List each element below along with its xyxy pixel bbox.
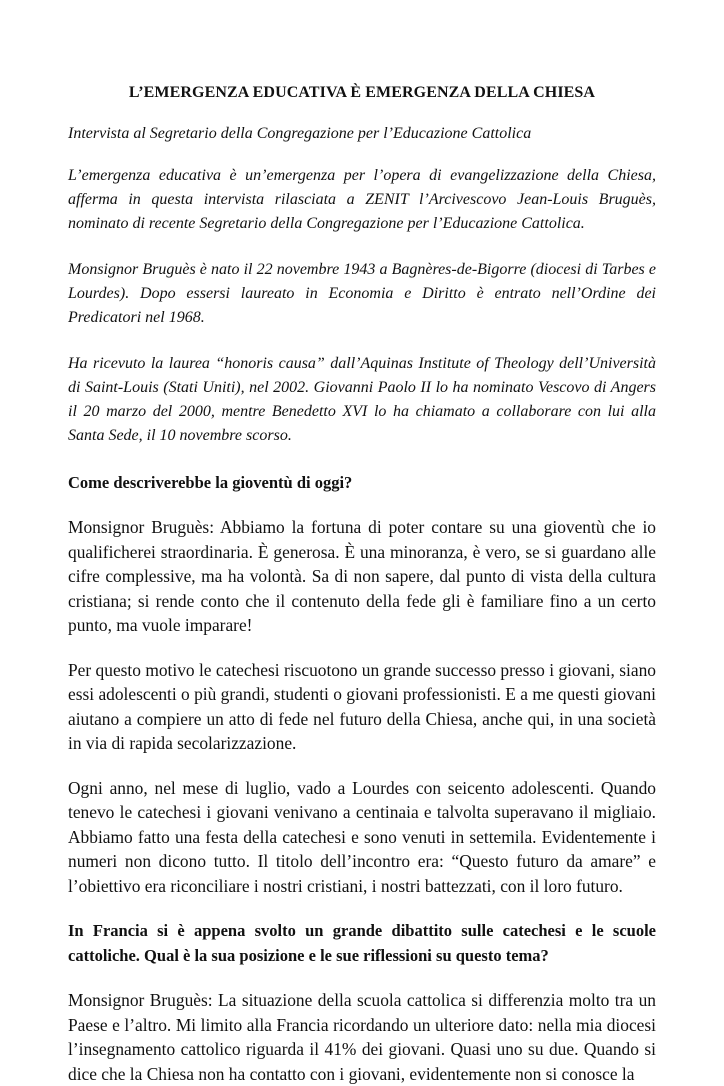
- question-heading: In Francia si è appena svolto un grande dibattito sulle catechesi e le scuole cattoliche. Qual è la sua posizione e le sue riflessioni su questo tema?: [68, 921, 656, 965]
- question-heading: Come descriverebbe la gioventù di oggi?: [68, 473, 353, 492]
- intro-paragraph: Monsignor Bruguès è nato il 22 novembre 1943 a Bagnères-de-Bigorre (diocesi di Tarbes e Lourdes). Dopo essersi laureato in Economia e Diritto è entrato nell’Ordine dei Predicatori nel 1968.: [68, 261, 656, 326]
- page-title: L’EMERGENZA EDUCATIVA È EMERGENZA DELLA CHIESA: [128, 84, 596, 101]
- answer-paragraph: Monsignor Bruguès: Abbiamo la fortuna di poter contare su una gioventù che io qualificherei straordinaria. È generosa. È una minoranza, è vero, se si guardano alle cifre complessive, ma ha volontà. Sa di non sapere, dal punto di vista della cultura cristiana; si rende conto che il contenuto della fede gli è familiare fino a un certo punto, ma vuole imparare!: [68, 517, 656, 635]
- subtitle: Intervista al Segretario della Congregazione per l’Educazione Cattolica: [68, 125, 532, 142]
- intro-paragraph: Ha ricevuto la laurea “honoris causa” dall’Aquinas Institute of Theology dell’Università di Saint-Louis (Stati Uniti), nel 2002. Giovanni Paolo II lo ha nominato Vescovo di Angers il 20 marzo del 2000, mentre Benedetto XVI lo ha chiamato a collaborare con lui alla Santa Sede, il 10 novembre scorso.: [68, 355, 656, 444]
- answer-paragraph: Ogni anno, nel mese di luglio, vado a Lourdes con seicento adolescenti. Quando tenevo le catechesi i giovani venivano a centinaia e talvolta superavano il migliaio. Abbiamo fatto una festa della catechesi e sono venuti in settemila. Evidentemente i numeri non dicono tutto. Il titolo dell’incontro era: “Questo futuro da amare” e l’obiettivo era riconciliare i nostri cristiani, i nostri battezzati, con il loro futuro.: [68, 777, 656, 896]
- answer-paragraph: Monsignor Bruguès: La situazione della scuola cattolica si differenzia molto tra un Paese e l’altro. Mi limito alla Francia ricordando un ulteriore dato: nella mia diocesi l’insegnamento cattolico riguarda il 41% dei giovani. Quasi uno su due. Quando si dice che la Chiesa non ha contatto con i giovani, evidentemente non si conosce la: [68, 990, 656, 1084]
- answer-paragraph: Per questo motivo le catechesi riscuotono un grande successo presso i giovani, siano essi adolescenti o più grandi, studenti o giovani professionisti. E a me questi giovani aiutano a compiere un atto di fede nel futuro della Chiesa, anche qui, in una società in via di rapida secolarizzazione.: [68, 659, 656, 753]
- intro-paragraph: L’emergenza educativa è un’emergenza per l’opera di evangelizzazione della Chiesa, afferma in questa intervista rilasciata a ZENIT l’Arcivescovo Jean-Louis Bruguès, nominato di recente Segretario della Congregazione per l’Educazione Cattolica.: [68, 167, 656, 232]
